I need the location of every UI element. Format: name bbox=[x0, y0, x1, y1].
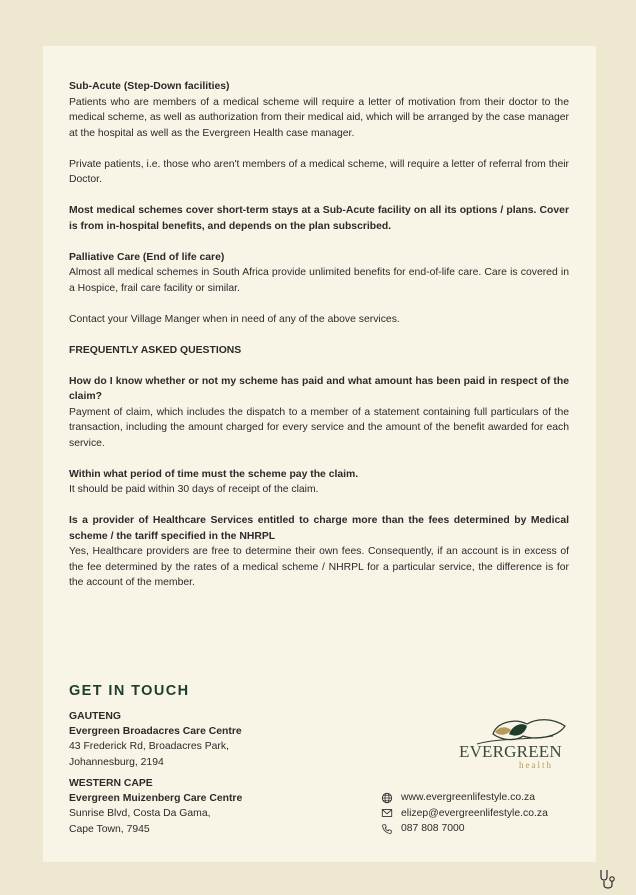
stethoscope-icon bbox=[597, 868, 619, 892]
faq-answer: Payment of claim, which includes the dispatch to a member of a statement containing full particulars of the transaction, including the amount charged for every service and the amount of the benefit awarded for each service. bbox=[69, 406, 569, 449]
subacute-paragraph-1: Patients who are members of a medical scheme will require a letter of motivation from their doctor to the medical scheme, as well as authorization from their medical aid, which will be arranged by the case manager at the hospital as well as the Evergreen Health case manager. bbox=[69, 96, 569, 139]
subacute-heading: Sub-Acute (Step-Down facilities) bbox=[69, 81, 230, 92]
faq-question: How do I know whether or not my scheme has paid and what amount has been paid in respect of the claim? bbox=[69, 375, 569, 402]
faq-answer: Yes, Healthcare providers are free to determine their own fees. Consequently, if an account is in excess of the fee determined by the rates of a medical scheme / NHRPL for a particular service, the difference is for the account of the member. bbox=[69, 546, 569, 588]
palliative-paragraph-2: Contact your Village Manger when in need of any of the above services. bbox=[69, 313, 400, 325]
faq-question: Is a provider of Healthcare Services entitled to charge more than the fees determined by Medical scheme / the tariff specified in the NHRPL bbox=[69, 515, 569, 542]
palliative-section bbox=[69, 250, 569, 297]
gauteng-address-block bbox=[69, 709, 369, 770]
western-cape-address-block bbox=[69, 776, 369, 837]
globe-icon bbox=[380, 792, 394, 804]
contact-details bbox=[380, 790, 590, 837]
get-in-touch-section bbox=[69, 683, 369, 843]
faq-item-2 bbox=[69, 467, 569, 498]
document-page bbox=[43, 46, 596, 862]
email-row[interactable] bbox=[380, 806, 590, 822]
region-label: WESTERN CAPE bbox=[69, 778, 153, 789]
phone-number[interactable]: 087 808 7000 bbox=[401, 823, 465, 834]
faq-item-3 bbox=[69, 513, 569, 591]
website-row[interactable] bbox=[380, 790, 590, 806]
subacute-paragraph-2: Private patients, i.e. those who aren't members of a medical scheme, will require a letter of referral from their Doctor. bbox=[69, 158, 569, 185]
centre-name: Evergreen Muizenberg Care Centre bbox=[69, 793, 243, 804]
envelope-icon bbox=[380, 807, 394, 819]
faq-question: Within what period of time must the scheme pay the claim. bbox=[69, 468, 359, 480]
palliative-heading: Palliative Care (End of life care) bbox=[69, 251, 225, 263]
address-line: Sunrise Blvd, Costa Da Gama, bbox=[69, 808, 211, 819]
document-body bbox=[69, 79, 569, 606]
subacute-paragraph-3: Most medical schemes cover short-term stays at a Sub-Acute facility on all its options / plans. Cover is from in-hospital benefits, and depends on the plan subscribed. bbox=[69, 205, 569, 232]
logo-subtitle: health bbox=[519, 760, 553, 770]
evergreen-health-logo bbox=[457, 714, 567, 772]
get-in-touch-title: GET IN TOUCH bbox=[69, 683, 190, 699]
centre-name: Evergreen Broadacres Care Centre bbox=[69, 726, 242, 737]
palliative-paragraph-1: Almost all medical schemes in South Africa provide unlimited benefits for end-of-life care. Care is covered in a Hospice, frail care facility or similar. bbox=[69, 267, 569, 294]
phone-row[interactable] bbox=[380, 821, 590, 837]
faq-title: FREQUENTLY ASKED QUESTIONS bbox=[69, 344, 242, 356]
faq-answer: It should be paid within 30 days of receipt of the claim. bbox=[69, 484, 319, 495]
logo-wordmark: EVERGREEN bbox=[459, 742, 562, 761]
subacute-section bbox=[69, 79, 569, 141]
faq-item-1 bbox=[69, 374, 569, 452]
phone-icon bbox=[380, 823, 394, 835]
website-link[interactable]: www.evergreenlifestyle.co.za bbox=[401, 792, 535, 803]
address-line: Cape Town, 7945 bbox=[69, 823, 150, 835]
address-line: Johannesburg, 2194 bbox=[69, 756, 164, 768]
region-label: GAUTENG bbox=[69, 711, 121, 722]
email-link[interactable]: elizep@evergreenlifestyle.co.za bbox=[401, 807, 548, 819]
address-line: 43 Frederick Rd, Broadacres Park, bbox=[69, 741, 229, 752]
